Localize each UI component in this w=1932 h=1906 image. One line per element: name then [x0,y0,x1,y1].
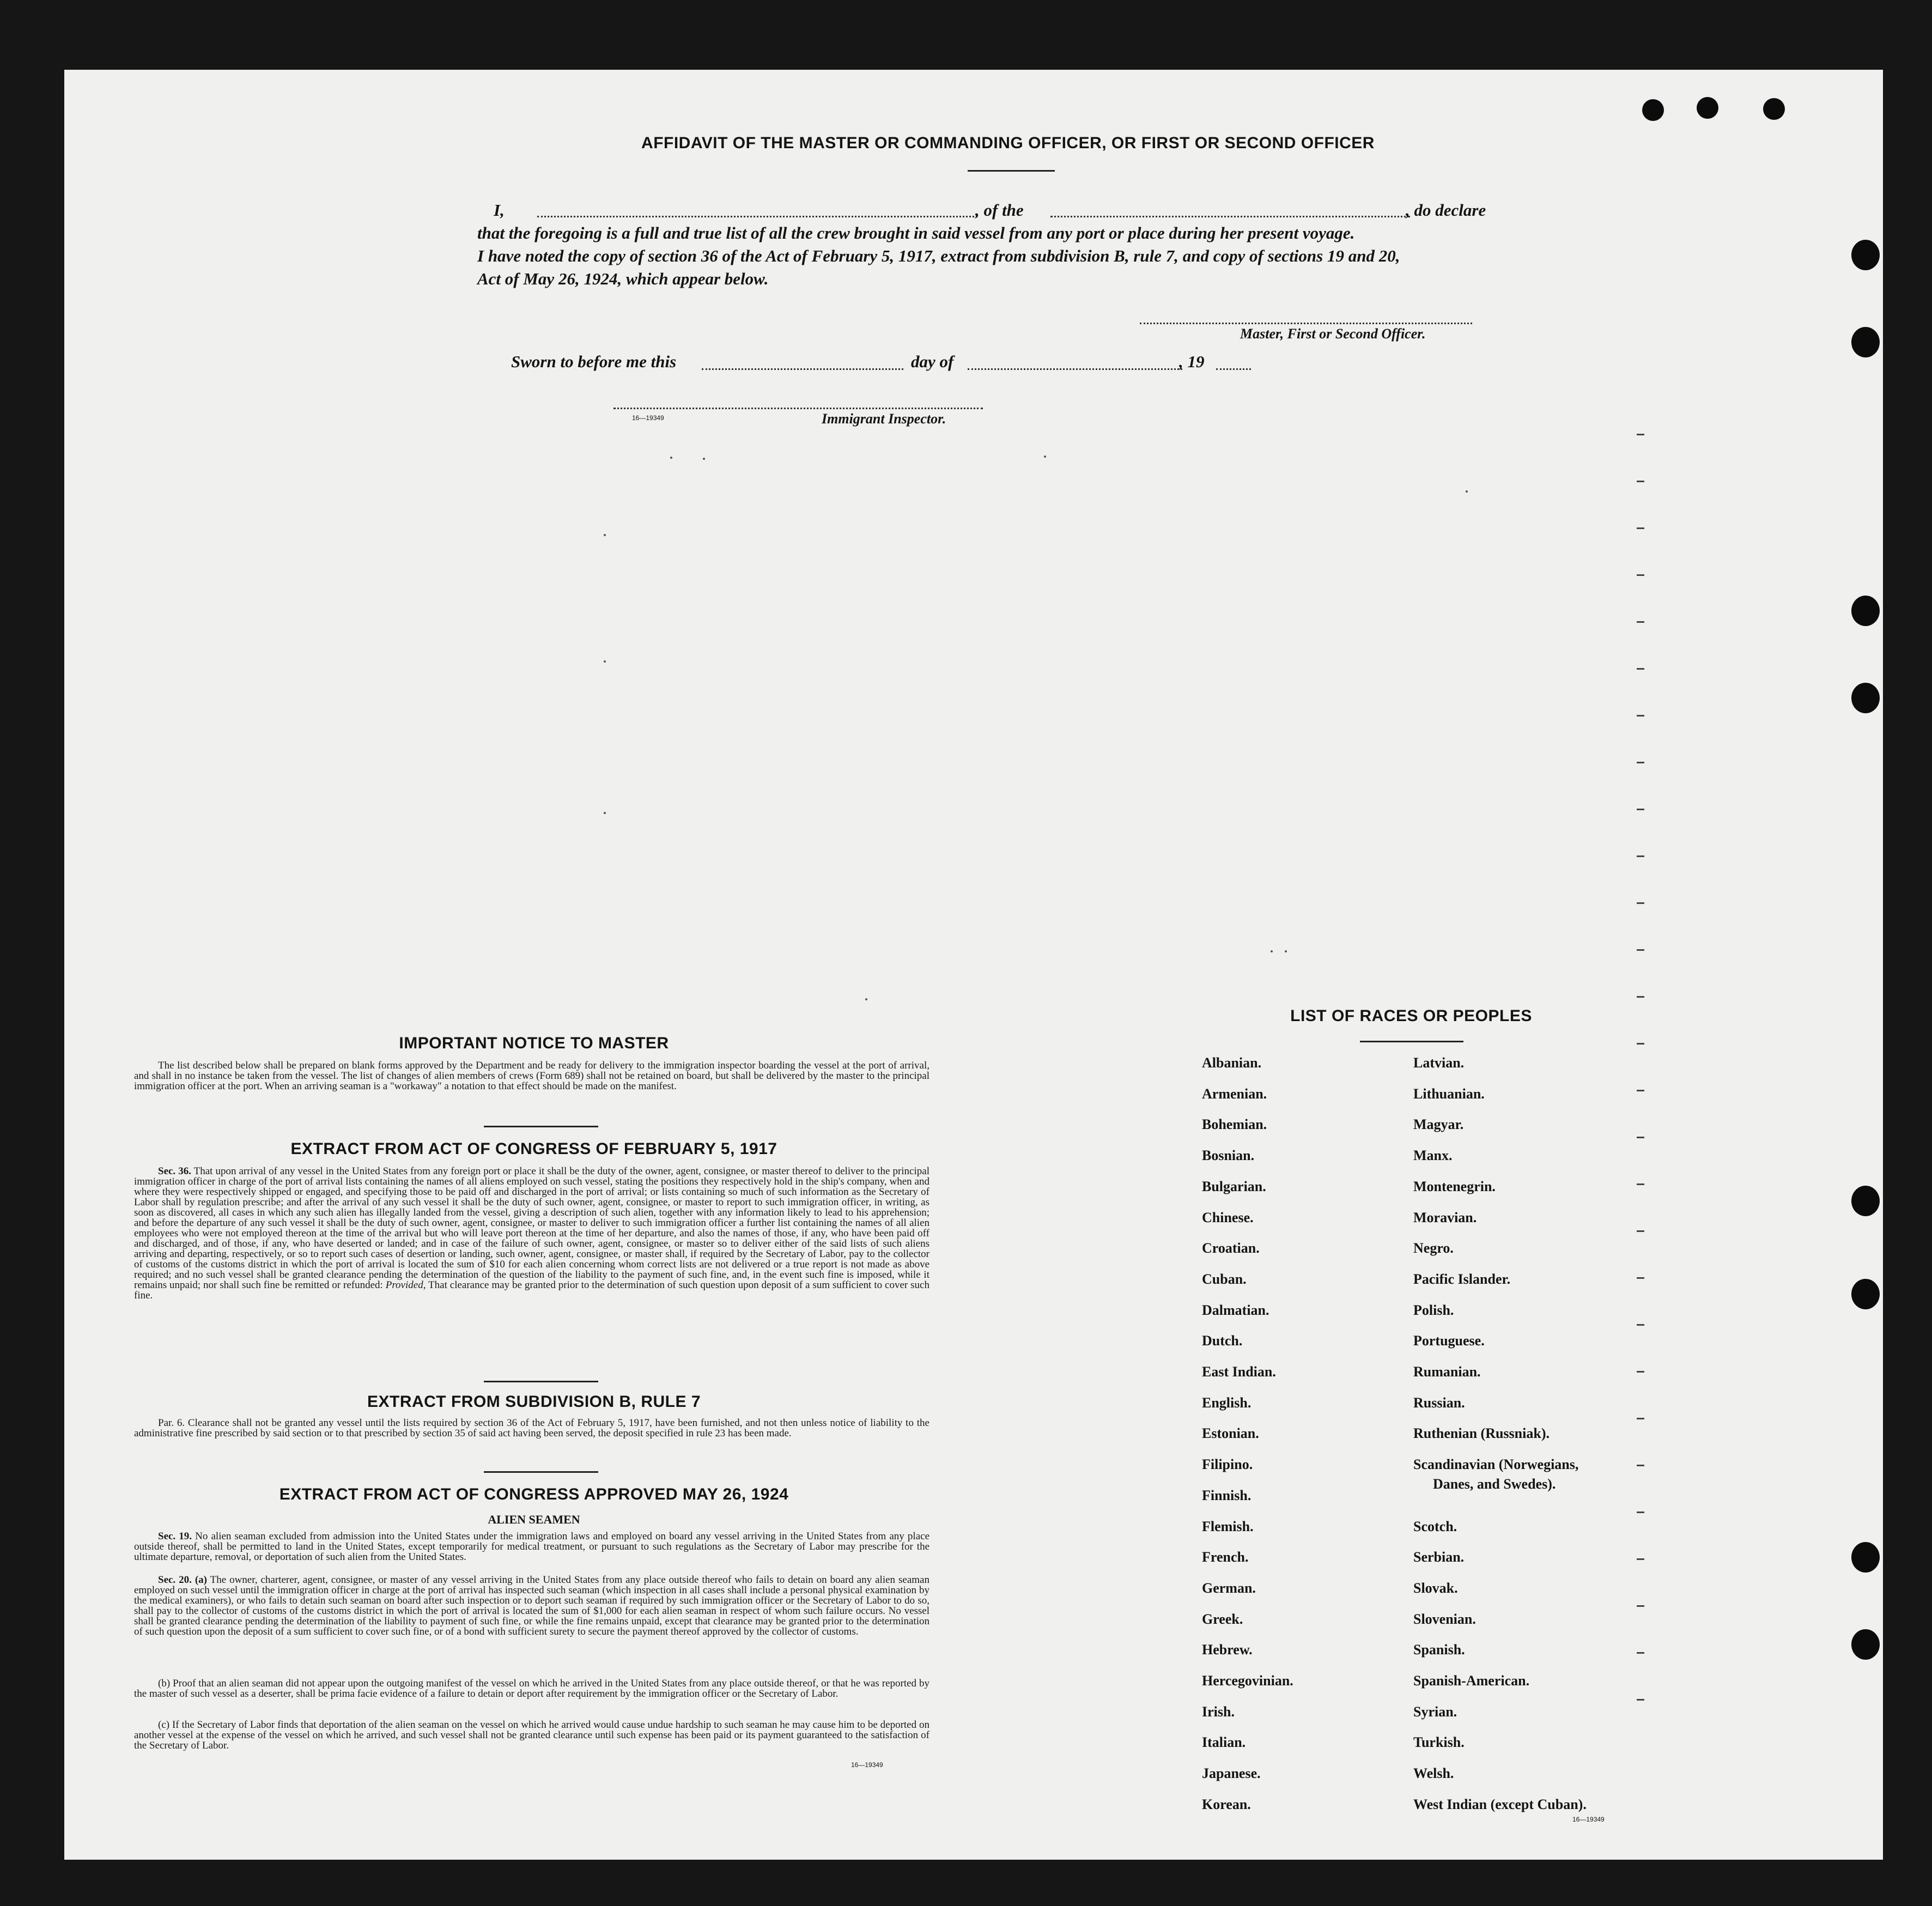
margin-tick [1637,902,1644,904]
race-item: Slovak. [1413,1580,1458,1596]
margin-tick [1637,1277,1644,1279]
of-the-label: , of the [975,201,1024,220]
race-item: Croatian. [1202,1240,1260,1256]
punch-hole [1763,98,1785,120]
sec-19-label: Sec. 19. [158,1531,192,1542]
races-title: LIST OF RACES OR PEOPLES [1290,1007,1532,1025]
scan-speck [703,458,705,460]
race-item: Hebrew. [1202,1642,1253,1658]
sworn-label: Sworn to before me this [511,352,677,371]
sworn-day-field[interactable] [702,368,903,370]
race-item: Spanish. [1413,1642,1465,1658]
race-item: Flemish. [1202,1519,1254,1534]
race-item: Bulgarian. [1202,1179,1266,1194]
margin-tick [1637,949,1644,951]
signature-label: Master, First or Second Officer. [1240,326,1426,342]
margin-tick [1637,1230,1644,1232]
race-item: Bosnian. [1202,1148,1255,1163]
race-item: Japanese. [1202,1765,1261,1781]
margin-tick [1637,1183,1644,1185]
rule-7-text: Par. 6. Clearance shall not be granted any vessel until the lists required by section 36 of the Act of February 5, 1917, have been furnished, and not then unless notice of liability to the administrative fine prescribed by said section or to that prescribed by section 35 of said act having been served, the deposit specified in rule 23 has been made. [134,1417,929,1439]
race-item: Slovenian. [1413,1611,1476,1627]
extract-1924-title: EXTRACT FROM ACT OF CONGRESS APPROVED MAY 26, 1924 [279,1485,789,1503]
race-item: West Indian (except Cuban). [1413,1796,1587,1812]
margin-tick [1637,715,1644,717]
scan-speck [604,812,606,814]
race-item: Scandinavian (Norwegians, [1413,1456,1579,1472]
race-item: Spanish-American. [1413,1673,1530,1689]
divider [484,1126,598,1127]
punch-hole [1851,596,1880,626]
sworn-year-field[interactable] [1216,368,1251,370]
punch-hole [1851,1629,1880,1660]
margin-tick [1637,1418,1644,1419]
margin-tick [1637,855,1644,857]
race-item: Armenian. [1202,1086,1267,1102]
scan-speck [604,660,606,663]
alien-seamen-subtitle: ALIEN SEAMEN [488,1513,580,1526]
affidavit-line-2: that the foregoing is a full and true list of all the crew brought in said vessel from any port or place during her present voyage. [477,223,1355,242]
race-item: Finnish. [1202,1488,1251,1503]
margin-tick [1637,527,1644,529]
form-number: 16—19349 [851,1761,883,1769]
margin-tick [1637,1324,1644,1326]
race-item: Latvian. [1413,1055,1465,1071]
margin-tick [1637,1043,1644,1045]
scan-speck [670,457,672,459]
affidavit-line-4: Act of May 26, 1924, which appear below. [477,269,769,288]
divider [1360,1041,1463,1042]
punch-hole [1851,327,1880,357]
race-item: Korean. [1202,1796,1251,1812]
margin-tick [1637,1512,1644,1513]
scan-speck [1285,950,1287,952]
margin-tick [1637,1605,1644,1607]
sec-19-body: No alien seaman excluded from admission into the United States under the immigration laws and employed on board any vessel arriving in the United States from any place outside thereof, shall be permitted to land in the United States, except temporarily for medical treatment, or pursuant to such regulations as the Secretary of Labor may prescribe for the ultimate departure, removal, or deportation of such alien from the United States. [134,1531,929,1563]
sec-20-label: Sec. 20. (a) [158,1574,207,1586]
scan-speck [604,534,606,536]
race-item: Ruthenian (Russniak). [1413,1425,1550,1441]
race-item: Moravian. [1413,1210,1477,1225]
race-item: Rumanian. [1413,1364,1481,1380]
margin-tick [1637,1371,1644,1373]
punch-hole [1851,1279,1880,1309]
race-item: Syrian. [1413,1704,1457,1720]
scan-speck [1466,490,1468,493]
margin-tick [1637,809,1644,810]
margin-tick [1637,481,1644,482]
race-item: Cuban. [1202,1271,1247,1287]
race-item: Polish. [1413,1302,1454,1318]
race-item: Montenegrin. [1413,1179,1496,1194]
sec-19-text [134,1531,929,1562]
race-item: Pacific Islander. [1413,1271,1511,1287]
race-item: Portuguese. [1413,1333,1485,1349]
race-item: Magyar. [1413,1116,1464,1132]
day-of-label: day of [911,352,954,371]
race-item: French. [1202,1549,1249,1565]
divider [484,1381,598,1382]
master-signature-field[interactable] [1140,323,1472,324]
margin-tick [1637,1652,1644,1654]
race-item: German. [1202,1580,1256,1596]
sec-20a-body: The owner, charterer, agent, consignee, or master of any vessel arriving in the United States from any place outside thereof who fails to detain on board any alien seaman employed on such vessel until the immigration officer in charge at the port of arrival has inspected such seaman (which inspection in all cases shall include a personal physical examination by the medical examiners), or who fails to detain such seaman on board after such inspection or to deport such seaman if required by such immigration officer or the Secretary of Labor to do so, shall pay to the collector of customs of the customs district in which the port of arrival is located the sum of $1,000 for each alien seaman in respect of whom such failure occurs. No vessel shall be granted clearance pending the determination of the liability to payment of such fine, or while the fine remains unpaid, except that clearance may be granted prior to the determination of such question upon the deposit of a sum sufficient to cover such fine, or of a bond with sufficient surety to secure the payment thereof approved by the collector of customs. [134,1574,929,1637]
divider [968,170,1055,172]
race-item: English. [1202,1395,1251,1411]
margin-tick [1637,1558,1644,1560]
race-item: Manx. [1413,1148,1453,1163]
race-item: Bohemian. [1202,1116,1267,1132]
vessel-name-field[interactable] [1050,216,1410,217]
inspector-signature-field[interactable] [613,408,983,409]
margin-tick [1637,1465,1644,1466]
race-item: Turkish. [1413,1734,1465,1750]
margin-tick [1637,621,1644,623]
inspector-label: Immigrant Inspector. [822,411,946,427]
margin-tick [1637,1137,1644,1138]
sec-36-label: Sec. 36. [158,1166,191,1177]
form-number: 16—19349 [1572,1816,1605,1823]
race-item: East Indian. [1202,1364,1276,1380]
race-item: Hercegovinian. [1202,1673,1293,1689]
margin-tick [1637,996,1644,998]
sec-36-text [134,1166,929,1301]
margin-tick [1637,1699,1644,1701]
scan-speck [1044,456,1046,458]
race-item: Albanian. [1202,1055,1262,1071]
punch-hole [1642,99,1664,121]
race-item: Danes, and Swedes). [1433,1476,1556,1492]
race-item: Filipino. [1202,1456,1253,1472]
notice-title: IMPORTANT NOTICE TO MASTER [399,1034,669,1052]
punch-hole [1851,1542,1880,1573]
race-item: Welsh. [1413,1765,1454,1781]
scan-speck [865,998,867,1000]
year-prefix-label: , 19 [1179,352,1205,371]
declarant-name-field[interactable] [537,216,977,217]
race-item: Irish. [1202,1704,1235,1720]
sworn-month-field[interactable] [968,368,1182,370]
sec-20c-text: (c) If the Secretary of Labor finds that deportation of the alien seaman on the vessel on which he arrived would cause undue hardship to such seaman he may cause him to be deported on another vessel at the expense of the vessel on which he arrived, and such vessel shall not be granted clearance until such expense has been paid or its payment guaranteed to the satisfaction of the Secretary of Labor. [134,1719,929,1751]
proviso-text: That clearance may be granted prior to the determination of such question upon deposit of a sum sufficient to cover such fine. [134,1279,929,1301]
sec-20b-text: (b) Proof that an alien seaman did not appear upon the outgoing manifest of the vessel on which he arrived in the United States from any place outside thereof, or that he was reported by the master of such vessel as a deserter, shall be prima facie evidence of a failure to detain or deport after requirement by the immigration officer or the Secretary of Labor. [134,1678,929,1699]
declarant-prefix: I, [494,201,505,220]
margin-tick [1637,668,1644,670]
do-declare-label: , do declare [1406,201,1486,220]
margin-tick [1637,762,1644,763]
race-item: Greek. [1202,1611,1243,1627]
race-item: Dutch. [1202,1333,1243,1349]
race-item: Negro. [1413,1240,1454,1256]
form-number: 16—19349 [632,414,664,422]
punch-hole [1851,240,1880,270]
punch-hole [1697,97,1718,119]
rule-7-title: EXTRACT FROM SUBDIVISION B, RULE 7 [367,1393,701,1411]
race-item: Dalmatian. [1202,1302,1269,1318]
scan-speck [1271,950,1273,952]
sec-36-body: That upon arrival of any vessel in the United States from any foreign port or place it shall be the duty of the owner, agent, consignee, or master thereof to deliver to the principal immigration officer in charge of the port of arrival lists containing the names of all aliens employed on such vessel, stating the positions they respectively hold in the ship's company, when and where they were respectively shipped or engaged, and specifying those to be paid off and discharged in the port of arrival; or lists containing so much of such information as the Secretary of Labor shall by regulation prescribe; and after the arrival of any such vessel it shall be the duty of such owner, agent, consignee, or master to report to such immigration officer, in writing, as soon as discovered, all cases in which any such alien has illegally landed from the vessel, giving a description of such alien, together with any information likely to lead to his apprehension; and before the departure of any such vessel it shall be the duty of such owner, agent, consignee, or master to deliver to such immigration officer a further list containing the names of all alien employees who were not employed thereon at the time of the arrival but who will leave port thereon at the time of her departure, and also the names of those, if any, who have been paid off and discharged, and of those, if any, who have deserted or landed; and in case of the failure of such owner, agent, consignee, or master so to deliver either of the said lists of such aliens arriving and departing, respectively, or so to report such cases of desertion or landing, such owner, agent, consignee, or master shall, if required by the Secretary of Labor, pay to the collector of customs of the customs district in which the port of arrival is located the sum of $10 for each alien concerning whom correct lists are not delivered or a true report is not made as above required; and no such vessel shall be granted clearance pending the determination of the question of the liability to the payment of such fine, and, in the event such fine is imposed, while it remains unpaid; nor shall such fine be remitted or refunded: [134,1166,929,1291]
affidavit-line-3: I have noted the copy of section 36 of the Act of February 5, 1917, extract from subdivision B, rule 7, and copy of sections 19 and 20, [477,246,1400,265]
divider [484,1471,598,1473]
margin-tick [1637,1090,1644,1091]
proviso-label: Provided, [385,1279,426,1291]
race-item: Lithuanian. [1413,1086,1485,1102]
sec-20a-text [134,1575,929,1637]
punch-hole [1851,1186,1880,1216]
race-item: Italian. [1202,1734,1246,1750]
margin-tick [1637,574,1644,576]
affidavit-title: AFFIDAVIT OF THE MASTER OR COMMANDING OFFICER, OR FIRST OR SECOND OFFICER [641,134,1375,152]
notice-text: The list described below shall be prepared on blank forms approved by the Department and be ready for delivery to the immigration inspector boarding the vessel at the port of arrival, and shall in no instance be taken from the vessel. The list of changes of alien members of crews (Form 689) shall not be retained on board, but shall be delivered by the master to the principal immigration officer at the port. When an arriving seaman is a "workaway" a notation to that effect should be made on the manifest. [134,1060,929,1092]
race-item: Estonian. [1202,1425,1259,1441]
punch-hole [1851,683,1880,713]
race-item: Serbian. [1413,1549,1465,1565]
extract-1917-title: EXTRACT FROM ACT OF CONGRESS OF FEBRUARY 5, 1917 [290,1140,777,1158]
margin-tick [1637,434,1644,435]
race-item: Russian. [1413,1395,1465,1411]
race-item: Chinese. [1202,1210,1254,1225]
race-item: Scotch. [1413,1519,1457,1534]
